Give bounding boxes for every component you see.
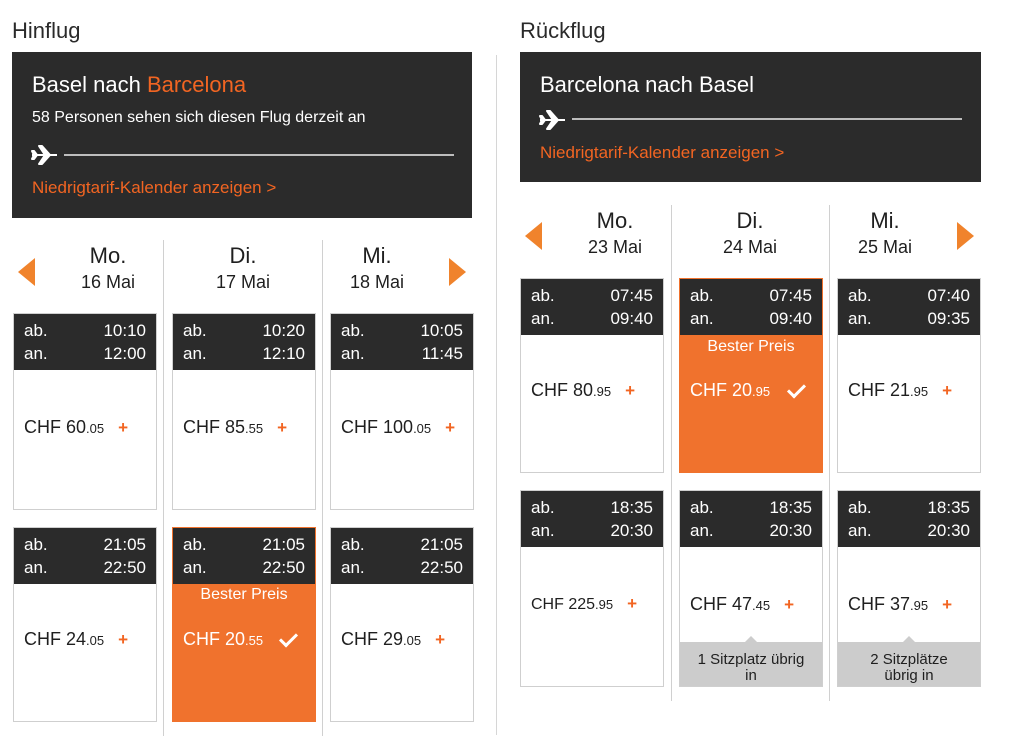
arrival-time: 09:40 xyxy=(769,309,812,328)
flight-price xyxy=(24,417,128,438)
arrival-time: 09:35 xyxy=(927,309,970,328)
day-weekday: Di. xyxy=(736,208,764,233)
outbound-day-header-mo xyxy=(38,244,178,294)
price-currency: CHF xyxy=(848,380,885,400)
seats-left-text: 2 Sitzplätze xyxy=(870,651,948,668)
flight-price-area xyxy=(680,335,822,472)
flight-price-area xyxy=(838,335,980,472)
flight-times xyxy=(14,314,156,370)
flight-price-area xyxy=(838,547,980,686)
flight-times xyxy=(838,491,980,547)
arrival-label: an. xyxy=(531,521,555,540)
outbound-day-header-mi xyxy=(307,244,447,294)
flight-times xyxy=(680,491,822,547)
price-cents: .55 xyxy=(245,421,264,436)
seats-notice-pointer xyxy=(745,636,757,642)
arrival-time: 11:45 xyxy=(421,344,463,363)
price-cents: .95 xyxy=(910,598,929,613)
price-currency: CHF xyxy=(341,629,378,649)
plane-icon xyxy=(30,144,60,166)
departure-label: ab. xyxy=(341,535,365,554)
outbound-prev-days-arrow-icon[interactable] xyxy=(18,258,35,286)
departure-label: ab. xyxy=(183,535,207,554)
plus-icon[interactable]: + xyxy=(942,381,953,400)
flight-times xyxy=(14,528,156,584)
day-date: 18 Mai xyxy=(349,272,405,292)
check-icon xyxy=(787,379,806,398)
price-currency: CHF xyxy=(183,629,220,649)
flight-price-area xyxy=(521,547,663,686)
arrival-time: 09:40 xyxy=(610,309,653,328)
departure-time: 18:35 xyxy=(927,498,970,517)
arrival-label: an. xyxy=(848,521,872,540)
price-currency: CHF xyxy=(24,417,61,437)
flight-path-line xyxy=(572,118,962,120)
flight-price xyxy=(690,380,770,401)
departure-time: 18:35 xyxy=(769,498,812,517)
column-divider xyxy=(322,240,323,736)
flight-card[interactable] xyxy=(837,278,981,473)
arrival-time: 20:30 xyxy=(769,521,812,540)
outbound-route-from: Basel nach xyxy=(32,72,141,97)
price-amount: 47 xyxy=(732,594,753,614)
price-cents: .05 xyxy=(86,633,105,648)
departure-label: ab. xyxy=(24,535,48,554)
price-currency: CHF xyxy=(690,380,727,400)
price-cents: .95 xyxy=(595,597,614,612)
arrival-label: an. xyxy=(341,344,365,363)
arrival-time: 22:50 xyxy=(103,558,146,577)
departure-time: 10:10 xyxy=(103,321,146,340)
flight-price-area xyxy=(173,584,315,721)
day-weekday: Mi. xyxy=(362,243,392,268)
flight-times xyxy=(173,528,315,584)
day-weekday: Mo. xyxy=(89,243,127,268)
outbound-viewers-count: 58 Personen sehen sich diesen Flug derzeit an xyxy=(32,109,366,126)
outbound-low-fare-calendar-link[interactable]: Niedrigtarif-Kalender anzeigen > xyxy=(32,178,277,197)
flight-price-area xyxy=(331,370,473,509)
return-day-header-mi xyxy=(815,209,955,259)
arrival-label: an. xyxy=(531,309,555,328)
seats-left-text: in xyxy=(745,667,757,684)
flight-times xyxy=(331,528,473,584)
flight-times xyxy=(838,279,980,335)
arrival-time: 12:00 xyxy=(103,344,146,363)
price-amount: 225 xyxy=(568,596,596,613)
return-low-fare-calendar-link[interactable]: Niedrigtarif-Kalender anzeigen > xyxy=(540,143,785,162)
outbound-flight-banner xyxy=(12,52,472,218)
price-currency: CHF xyxy=(690,594,727,614)
flight-times xyxy=(331,314,473,370)
flight-price-area xyxy=(14,584,156,721)
flight-card[interactable] xyxy=(172,313,316,510)
departure-time: 07:40 xyxy=(927,286,970,305)
day-weekday: Mo. xyxy=(596,208,634,233)
column-divider xyxy=(163,240,164,736)
flight-price xyxy=(183,629,263,650)
price-amount: 29 xyxy=(383,629,404,649)
departure-label: ab. xyxy=(183,321,207,340)
price-amount: 60 xyxy=(66,417,87,437)
departure-time: 21:05 xyxy=(420,535,463,554)
flight-card[interactable] xyxy=(13,527,157,722)
outbound-day-header-di xyxy=(173,244,313,294)
price-amount: 20 xyxy=(225,629,246,649)
flight-card[interactable] xyxy=(330,313,474,510)
seats-left-notice xyxy=(838,642,980,686)
plus-icon[interactable]: + xyxy=(435,630,446,649)
price-amount: 37 xyxy=(890,594,911,614)
flight-card[interactable] xyxy=(520,490,664,687)
arrival-time: 22:50 xyxy=(262,558,305,577)
day-date: 24 Mai xyxy=(722,237,778,257)
outbound-section-title: Hinflug xyxy=(12,18,81,43)
flight-card[interactable] xyxy=(679,490,823,687)
plus-icon[interactable]: + xyxy=(625,381,636,400)
price-cents: .05 xyxy=(86,421,105,436)
day-weekday: Di. xyxy=(229,243,257,268)
flight-card-best-price[interactable] xyxy=(679,278,823,473)
return-prev-days-arrow-icon[interactable] xyxy=(525,222,542,250)
flight-price xyxy=(341,629,445,650)
price-cents: .45 xyxy=(752,598,771,613)
arrival-label: an. xyxy=(690,521,714,540)
day-date: 17 Mai xyxy=(215,272,271,292)
price-cents: .05 xyxy=(413,421,432,436)
price-currency: CHF xyxy=(531,380,568,400)
price-amount: 20 xyxy=(732,380,753,400)
departure-time: 07:45 xyxy=(769,286,812,305)
arrival-label: an. xyxy=(183,344,207,363)
flight-times xyxy=(521,491,663,547)
flight-price-area xyxy=(521,335,663,472)
departure-label: ab. xyxy=(531,286,555,305)
arrival-label: an. xyxy=(24,344,48,363)
seats-notice-pointer xyxy=(903,636,915,642)
price-cents: .05 xyxy=(403,633,422,648)
flight-price xyxy=(531,380,635,401)
arrival-label: an. xyxy=(24,558,48,577)
plus-icon[interactable]: + xyxy=(118,418,129,437)
outbound-route-title xyxy=(32,72,246,98)
arrival-time: 20:30 xyxy=(610,521,653,540)
flight-times xyxy=(680,279,822,335)
section-divider xyxy=(496,55,497,735)
flight-price xyxy=(183,417,287,438)
departure-label: ab. xyxy=(848,498,872,517)
flight-price-area xyxy=(173,370,315,509)
price-currency: CHF xyxy=(341,417,378,437)
outbound-route-destination: Barcelona xyxy=(146,72,247,97)
best-price-badge: Bester Preis xyxy=(200,586,288,603)
arrival-label: an. xyxy=(341,558,365,577)
price-currency: CHF xyxy=(183,417,220,437)
flight-times xyxy=(173,314,315,370)
flight-price-area xyxy=(14,370,156,509)
plane-icon xyxy=(538,109,568,131)
seats-left-notice xyxy=(680,642,822,686)
flight-price xyxy=(848,380,952,401)
plus-icon[interactable]: + xyxy=(277,418,288,437)
flight-path-line xyxy=(64,154,454,156)
seats-left-text: übrig in xyxy=(884,667,934,684)
plus-icon[interactable]: + xyxy=(118,630,129,649)
departure-label: ab. xyxy=(690,286,714,305)
price-cents: .55 xyxy=(245,633,264,648)
price-cents: .95 xyxy=(593,384,612,399)
flight-price xyxy=(24,629,128,650)
flight-price-area xyxy=(680,547,822,686)
day-weekday: Mi. xyxy=(870,208,900,233)
flight-card[interactable] xyxy=(13,313,157,510)
return-day-header-di xyxy=(680,209,820,259)
departure-label: ab. xyxy=(690,498,714,517)
return-next-days-arrow-icon[interactable] xyxy=(957,222,974,250)
price-cents: .95 xyxy=(910,384,929,399)
departure-label: ab. xyxy=(848,286,872,305)
price-currency: CHF xyxy=(24,629,61,649)
plus-icon[interactable]: + xyxy=(445,418,456,437)
day-date: 23 Mai xyxy=(587,237,643,257)
price-amount: 21 xyxy=(890,380,911,400)
return-section-title: Rückflug xyxy=(520,18,606,43)
departure-label: ab. xyxy=(531,498,555,517)
price-cents: .95 xyxy=(752,384,771,399)
seats-left-text: 1 Sitzplatz übrig xyxy=(697,651,805,668)
return-day-header-mo xyxy=(545,209,685,259)
return-flight-banner xyxy=(520,52,981,182)
column-divider xyxy=(671,205,672,701)
price-amount: 80 xyxy=(573,380,594,400)
flight-card[interactable] xyxy=(520,278,664,473)
arrival-label: an. xyxy=(848,309,872,328)
best-price-badge: Bester Preis xyxy=(707,338,795,355)
arrival-time: 20:30 xyxy=(927,521,970,540)
flight-card[interactable] xyxy=(837,490,981,687)
price-amount: 85 xyxy=(225,417,246,437)
price-currency: CHF xyxy=(848,594,885,614)
arrival-time: 22:50 xyxy=(420,558,463,577)
departure-time: 10:20 xyxy=(262,321,305,340)
arrival-label: an. xyxy=(690,309,714,328)
departure-time: 21:05 xyxy=(262,535,305,554)
day-date: 25 Mai xyxy=(857,237,913,257)
check-icon xyxy=(279,628,298,647)
flight-price xyxy=(690,594,794,615)
departure-time: 10:05 xyxy=(420,321,463,340)
arrival-label: an. xyxy=(183,558,207,577)
departure-label: ab. xyxy=(24,321,48,340)
price-currency: CHF xyxy=(531,596,564,613)
column-divider xyxy=(829,205,830,701)
departure-label: ab. xyxy=(341,321,365,340)
flight-card-best-price[interactable] xyxy=(172,527,316,722)
flight-price-area xyxy=(331,584,473,721)
plus-icon[interactable]: + xyxy=(627,594,638,613)
price-amount: 100 xyxy=(383,417,414,437)
departure-time: 18:35 xyxy=(610,498,653,517)
flight-price xyxy=(848,594,952,615)
outbound-next-days-arrow-icon[interactable] xyxy=(449,258,466,286)
departure-time: 07:45 xyxy=(610,286,653,305)
flight-card[interactable] xyxy=(330,527,474,722)
flight-price xyxy=(531,594,637,614)
return-route-title: Barcelona nach Basel xyxy=(540,72,755,97)
plus-icon[interactable]: + xyxy=(942,595,953,614)
day-date: 16 Mai xyxy=(80,272,136,292)
flight-times xyxy=(521,279,663,335)
plus-icon[interactable]: + xyxy=(784,595,795,614)
flight-price xyxy=(341,417,455,438)
price-amount: 24 xyxy=(66,629,87,649)
arrival-time: 12:10 xyxy=(262,344,305,363)
departure-time: 21:05 xyxy=(103,535,146,554)
